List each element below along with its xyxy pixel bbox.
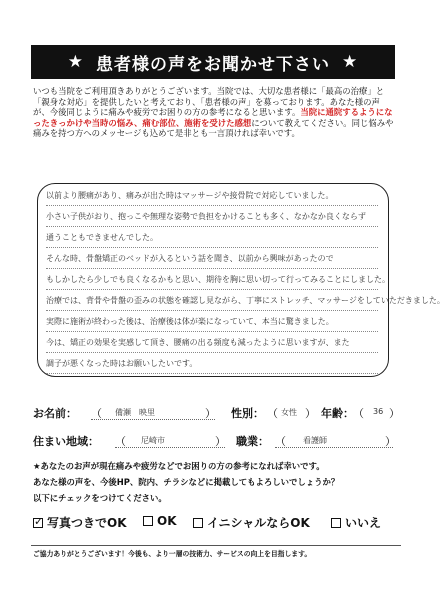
paren-open: （ [115,435,126,448]
checkbox-no[interactable] [331,518,341,528]
name-value[interactable]: 備瀬 映里 [115,408,155,417]
option-no[interactable] [331,514,381,531]
consent-question-2: あなた様の声を、今後HP、院内、チラシなどに掲載してもよろしいでしょうか？ [33,477,340,487]
age-value[interactable]: 36 [373,407,384,416]
page-title: 患者様の声をお聞かせ下さい [96,54,330,75]
age-label: 年齢： [321,407,354,420]
testimonial-line: 今は、矯正の効果を実感して頂き、腰痛の出る頻度も減ったように思いますが、また [46,331,378,353]
intro-part2: について教えてください。同じ悩みや痛みを持つ方へのメッセージも込めて是非とも一言頂ければ幸いです。 [33,117,394,139]
option-photo-ok[interactable] [33,514,127,531]
paren-open: （ [91,407,102,420]
area-label: 住まい地域： [33,435,99,448]
star-icon: ★ [67,52,84,72]
gender-value[interactable]: 女性 [281,408,297,417]
option-initial-ok[interactable] [193,514,310,531]
job-value[interactable]: 看護師 [303,436,327,445]
intro-part1: いつも当院をご利用頂きありがとうございます。当院では、大切な患者様に「最高の治療」と「親身な対応」を提供したいと考えており、「患者様の声」を募っております。あなた様の声が、今後同じように痛みや疲労でお困りの方の参考になると思います。 [33,86,385,118]
option-label: 写真つきでOK [47,516,127,530]
name-underline [91,419,215,420]
testimonial-line: 実際に施術が終わった後は、治療後は体が楽になっていて、本当に驚きました。 [46,310,378,332]
testimonial-line: 以前より腰痛があり、痛みが出た時はマッサージや接骨院で対応していました。 [46,184,378,206]
checkbox-initial-ok[interactable] [193,518,203,528]
paren-close: ） [385,435,396,448]
testimonial-line: 小さい子供がおり、抱っこや無理な姿勢で負担をかけることも多く、なかなか良くならず [46,205,378,227]
testimonial-line: そんな時、骨盤矯正のベッドが入るという話を聞き、以前から興味があったので [46,247,378,269]
testimonial-line: もしかしたら少しでも良くなるかもと思い、期待を胸に思い切って行ってみることにしました。 [46,268,378,290]
paren-close: ） [215,435,226,448]
paren-close: ） [205,407,216,420]
checkbox-ok[interactable] [143,516,153,526]
consent-question-1: ★あなたのお声が現在痛みや疲労などでお困りの方の参考になれば幸いです。 [33,461,325,471]
name-label: お名前： [33,407,77,420]
job-label: 職業： [236,435,269,448]
area-underline [115,447,225,448]
paren-close: ） [389,407,400,420]
testimonial-card [37,183,445,377]
gender-label: 性別： [231,407,264,420]
title-banner [31,45,395,79]
intro-text [33,86,395,139]
area-value[interactable]: 尼崎市 [141,436,165,445]
testimonial-line: 調子が悪くなった時はお願いしたいです。 [46,352,378,374]
intro-highlight: 当院に通院するようになったきっかけや当時の悩み、痛む部位、施術を受けた感想 [33,107,393,128]
option-label: イニシャルならOK [207,516,310,530]
consent-options [33,514,403,532]
option-ok[interactable] [143,514,177,528]
divider [31,545,401,546]
star-icon: ★ [342,52,359,72]
testimonial-line: 通うこともできませんでした。 [46,226,378,248]
checkbox-photo-ok[interactable] [33,514,44,528]
check-mark-icon: ✓ [34,514,44,528]
name-gender-age-row [33,405,400,423]
paren-close: ） [305,407,316,420]
option-label: いいえ [345,516,382,530]
area-job-row [33,433,396,451]
paren-open: （ [353,407,364,420]
option-label: OK [157,514,177,528]
paren-open: （ [267,407,278,420]
job-underline [275,447,393,448]
thanks-text: ご協力ありがとうございます！今後も、より一層の技術力、サービスの向上を目指します。 [33,550,312,558]
consent-question-3: 以下にチェックをつけてください。 [33,493,167,503]
paren-open: （ [275,435,286,448]
testimonial-line: 治療では、背骨や骨盤の歪みの状態を確認し見ながら、丁寧にストレッチ、マッサージをしていただきました。 [46,289,378,311]
